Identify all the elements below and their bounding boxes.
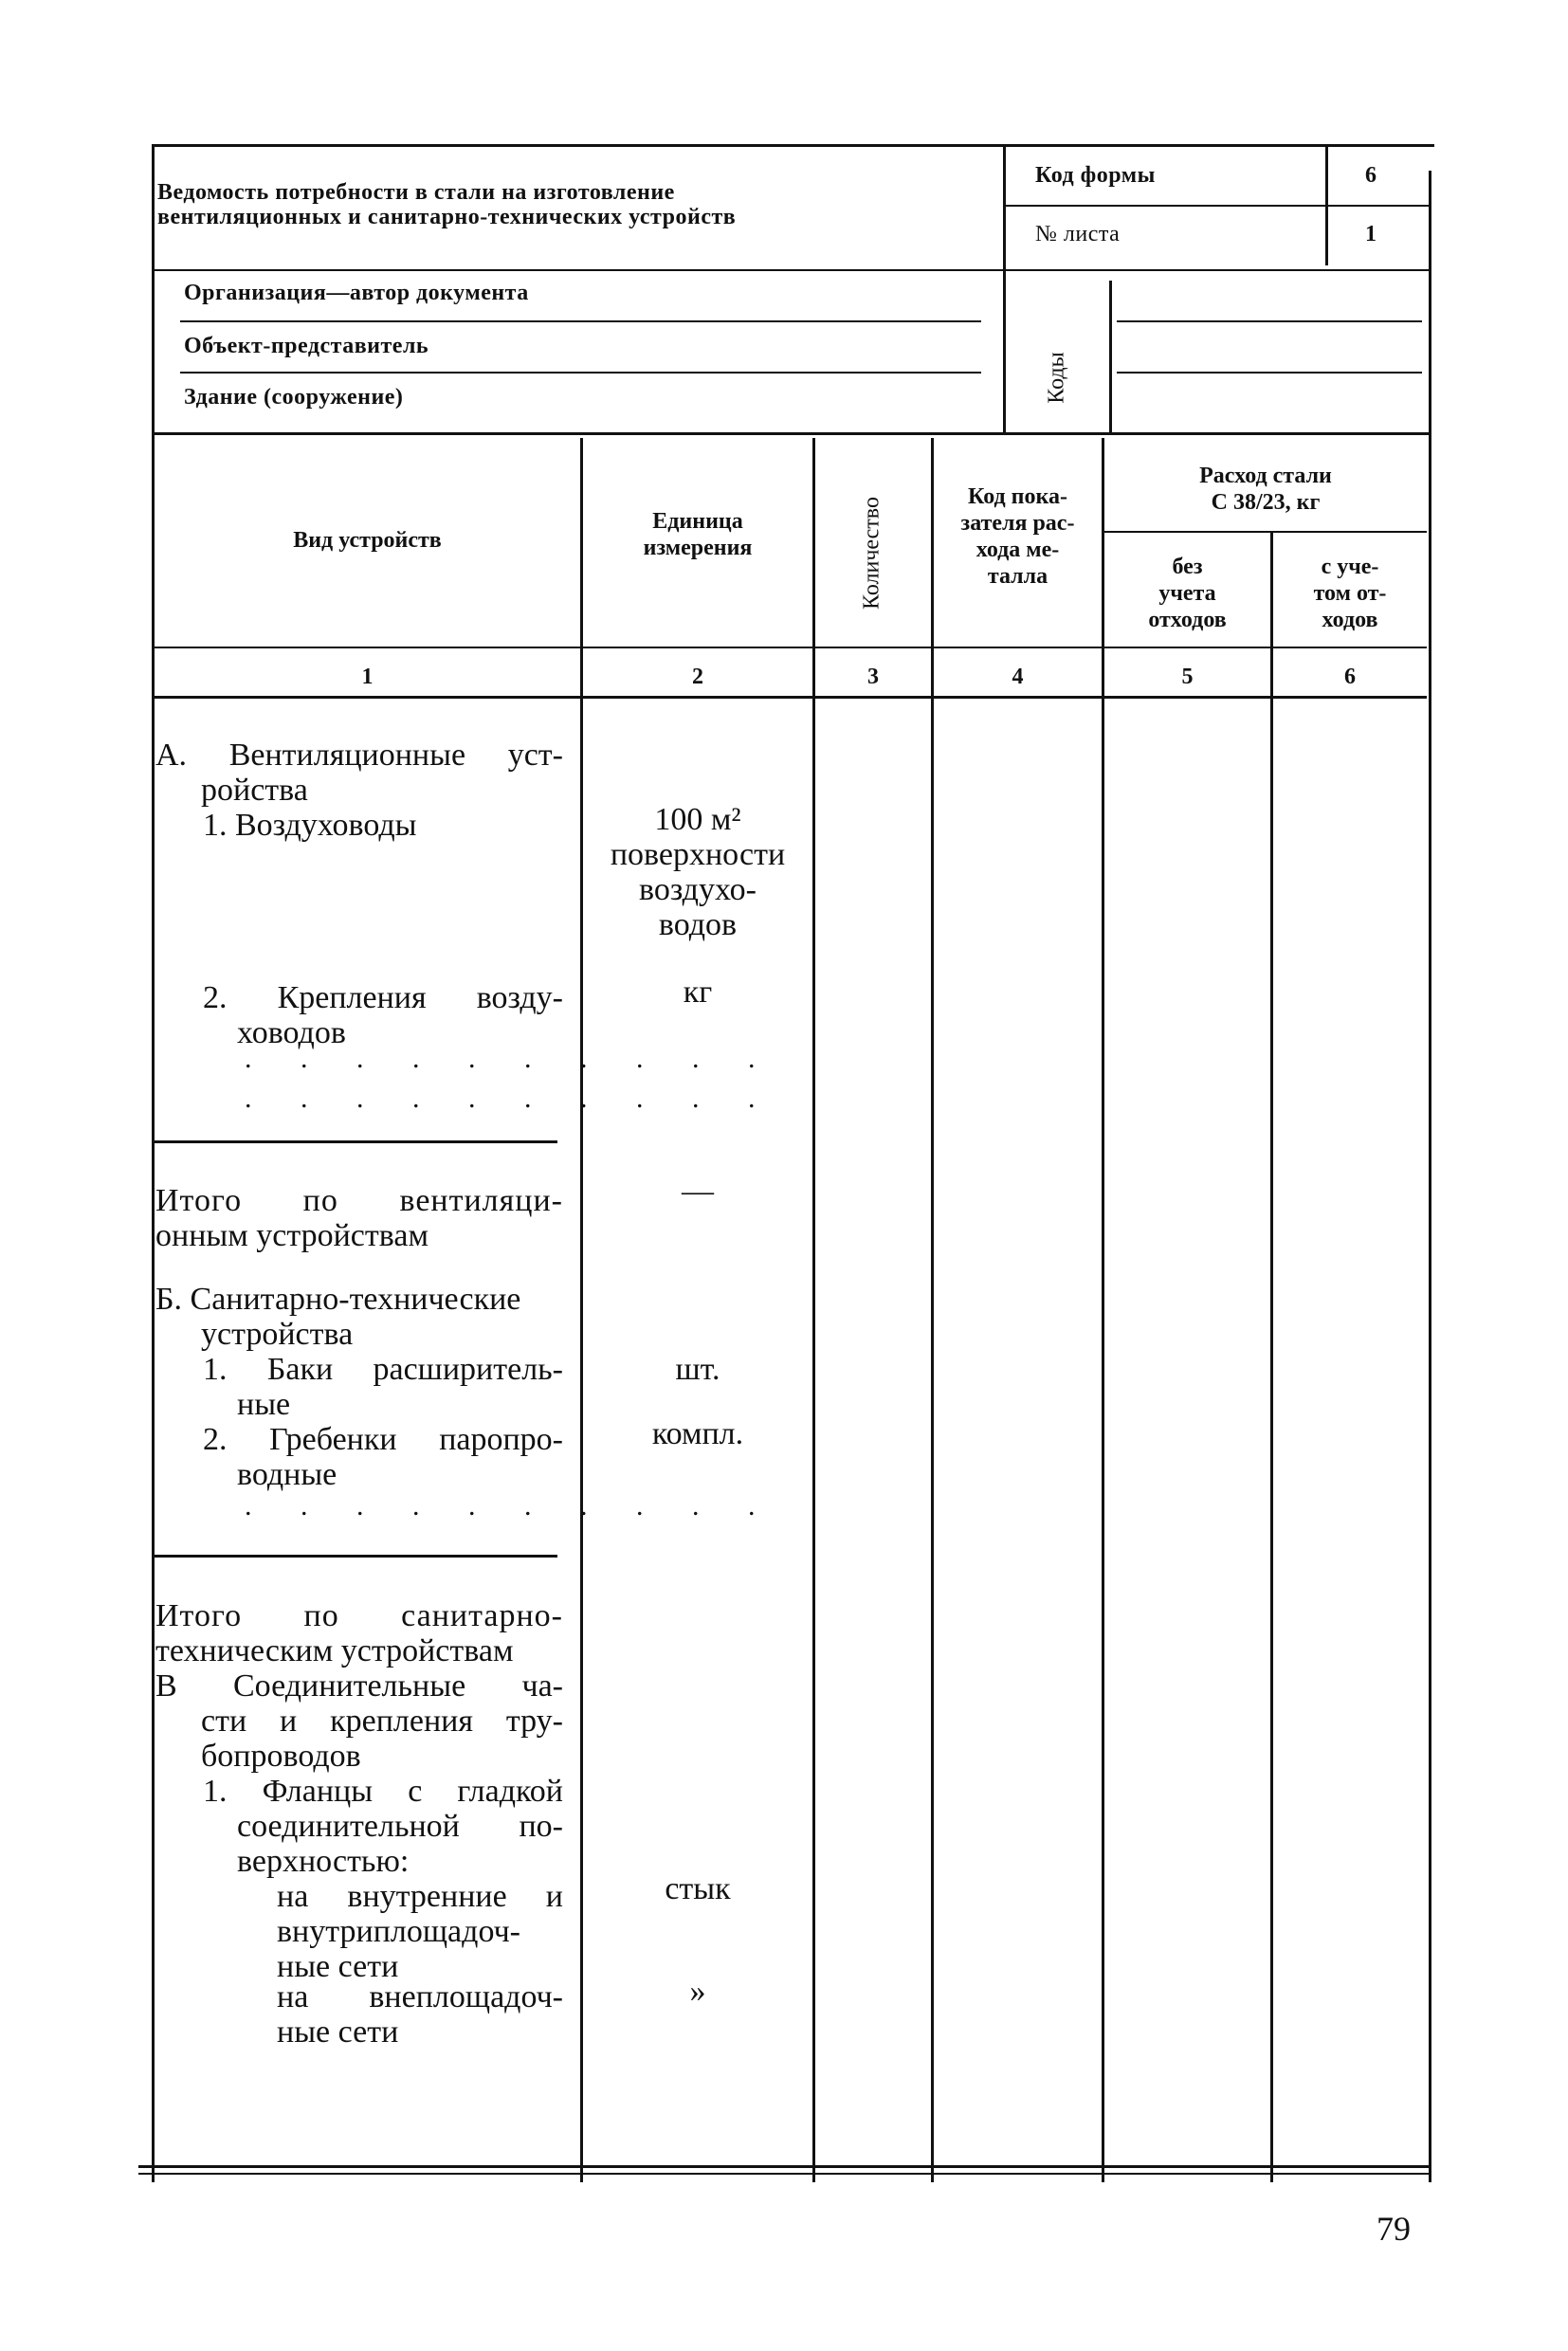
col-div-1 <box>580 438 583 2182</box>
section-a-title <box>155 738 563 808</box>
title-divider-v <box>1003 144 1006 433</box>
section-a-title-line1: А. Вентиляционные уст- <box>155 738 563 773</box>
a2-name-line1: 2. Крепления возду- <box>203 980 563 1015</box>
a1-unit-line1: 100 м² <box>654 802 741 837</box>
c1-name-line2: соединительной по- <box>237 1809 563 1844</box>
a-total-unit: — <box>682 1174 714 1209</box>
section-c-title <box>155 1668 563 1774</box>
col-number-2: 2 <box>692 665 703 689</box>
codes-label: Коды <box>1044 352 1069 404</box>
page-number: 79 <box>1377 2210 1411 2248</box>
consumption-subrule <box>1104 531 1427 533</box>
section-b-title <box>155 1282 563 1352</box>
col2-header-line2: измерения <box>643 536 753 560</box>
col1-header: Вид устройств <box>293 528 442 553</box>
a1-unit-line4: водов <box>658 907 738 942</box>
body-top-rule <box>155 696 1427 699</box>
a2-name <box>203 980 563 1050</box>
col2-header <box>583 508 812 561</box>
b1-unit: шт. <box>675 1352 720 1387</box>
col56-header-line2: С 38/23, кг <box>1211 490 1321 515</box>
c1a-name <box>277 1879 563 1984</box>
c1b-name <box>277 1979 563 2050</box>
c1b-unit: » <box>689 1974 706 2009</box>
object-label: Объект-представитель <box>184 334 429 358</box>
codes-rule-2 <box>1117 372 1422 374</box>
col5-header-line2: учета <box>1158 581 1216 606</box>
section-b-title-line2: устройства <box>201 1317 354 1352</box>
col-div-5 <box>1270 533 1273 2182</box>
form-title-line1: Ведомость потребности в стали на изготовление <box>157 180 675 205</box>
object-rule <box>180 372 981 374</box>
col6-header-line2: том от- <box>1313 581 1387 606</box>
code-row-divider <box>1006 205 1429 207</box>
header-numbers-rule <box>155 647 1427 648</box>
table-bottom-rule-2 <box>138 2173 1430 2175</box>
a-total-line1: Итого по вентиляци- <box>155 1183 563 1218</box>
form-title-line2: вентиляционных и санитарно-технических устройств <box>157 205 737 229</box>
col56-header-line1: Расход стали <box>1199 464 1332 488</box>
c1-name <box>203 1774 563 1879</box>
sheet-value: 1 <box>1365 222 1377 246</box>
c1a-name-line3: ные сети <box>277 1949 399 1984</box>
c1-name-line3: верхностью: <box>237 1844 410 1879</box>
section-a-rule <box>155 1140 557 1143</box>
b2-name-line1: 2. Гребенки паропро- <box>203 1422 563 1457</box>
a1-name: 1. Воздуховоды <box>203 808 417 843</box>
col6-header-line3: ходов <box>1322 608 1378 632</box>
header-bottom-rule <box>155 432 1431 435</box>
col4-header-line1: Код пока- <box>968 484 1067 509</box>
codes-divider-v <box>1109 281 1112 432</box>
col4-header-line4: талла <box>987 564 1048 589</box>
section-c-title-line3: бопроводов <box>201 1739 361 1774</box>
col-number-5: 5 <box>1181 665 1194 689</box>
col5-header-line1: без <box>1172 555 1203 579</box>
form-title <box>157 180 992 229</box>
left-border <box>152 144 155 2182</box>
title-bottom-rule <box>155 269 1431 271</box>
right-border <box>1429 171 1431 2182</box>
col5-header <box>1104 554 1270 633</box>
col56-header <box>1104 463 1427 516</box>
org-label: Организация—автор документа <box>184 281 529 305</box>
section-c-title-line2: сти и крепления тру- <box>201 1704 563 1739</box>
c1b-name-line2: ные сети <box>277 2014 399 2050</box>
col4-header-line3: хода ме- <box>975 538 1060 562</box>
col-div-3 <box>931 438 934 2182</box>
a1-unit-line2: поверхности <box>610 837 786 872</box>
b2-unit: компл. <box>651 1416 744 1451</box>
b-total <box>155 1598 563 1668</box>
section-b-rule <box>155 1555 557 1558</box>
section-b-title-line1: Б. Санитарно-технические <box>155 1282 521 1317</box>
col4-header <box>934 483 1102 590</box>
c1a-name-line1: на внутренние и <box>277 1879 563 1914</box>
a2-unit: кг <box>683 975 713 1010</box>
codes-rule-1 <box>1117 320 1422 322</box>
a2-name-line2: ховодов <box>237 1015 346 1050</box>
col-div-2 <box>812 438 815 2182</box>
section-a-title-line2: ройства <box>201 773 308 808</box>
col4-header-line2: зателя рас- <box>960 511 1075 536</box>
a-total <box>155 1183 563 1253</box>
building-label: Здание (сооружение) <box>184 385 404 410</box>
form-code-value: 6 <box>1365 163 1377 188</box>
top-rule <box>155 144 1434 147</box>
a-dots-1: . . . . . . . . . . <box>245 1043 776 1074</box>
b-total-line2: техническим устройствам <box>155 1633 514 1668</box>
sheet-label: № листа <box>1035 222 1121 246</box>
b1-name-line1: 1. Баки расширитель- <box>203 1352 563 1387</box>
a-dots-2: . . . . . . . . . . <box>245 1083 776 1114</box>
b2-name-line2: водные <box>237 1457 337 1492</box>
col6-header <box>1273 554 1427 633</box>
b-total-line1: Итого по санитарно- <box>155 1598 563 1633</box>
b2-name <box>203 1422 563 1492</box>
b-dots: . . . . . . . . . . <box>245 1490 776 1522</box>
c1a-name-line2: внутриплощадоч- <box>277 1914 520 1949</box>
col6-header-line1: с уче- <box>1321 555 1379 579</box>
section-c-title-line1: В Соединительные ча- <box>155 1668 563 1704</box>
table-bottom-rule <box>138 2165 1430 2168</box>
a-total-line2: онным устройствам <box>155 1218 428 1253</box>
org-rule <box>180 320 981 322</box>
b1-name-line2: ные <box>237 1387 291 1422</box>
c1a-unit: стык <box>665 1871 731 1906</box>
col-number-1: 1 <box>361 665 374 689</box>
col-number-4: 4 <box>1012 665 1024 689</box>
col-number-6: 6 <box>1344 665 1356 689</box>
col-number-3: 3 <box>867 665 879 689</box>
c1-name-line1: 1. Фланцы с гладкой <box>203 1774 563 1809</box>
col2-header-line1: Единица <box>652 509 743 534</box>
a1-unit <box>583 802 812 942</box>
col3-header: Количество <box>859 497 884 610</box>
form-code-label: Код формы <box>1035 163 1156 188</box>
c1b-name-line1: на внеплощадоч- <box>277 1979 563 2014</box>
a1-unit-line3: воздухо- <box>639 872 757 907</box>
col5-header-line3: отходов <box>1148 608 1227 632</box>
b1-name <box>203 1352 563 1422</box>
col-div-4 <box>1102 438 1104 2182</box>
